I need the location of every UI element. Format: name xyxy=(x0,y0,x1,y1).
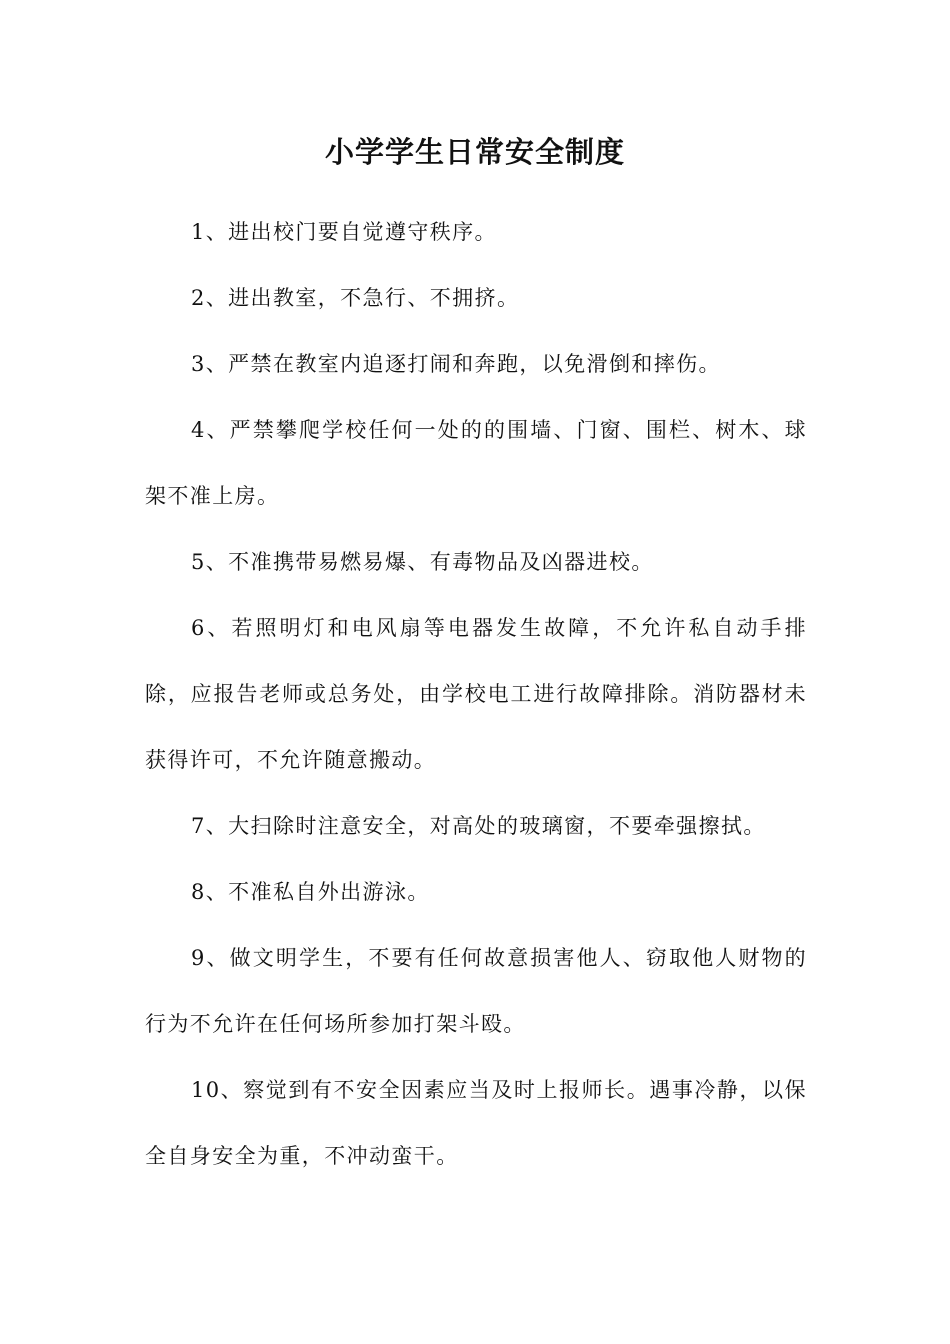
document-body xyxy=(145,199,807,1189)
rule-paragraph-4: 4、严禁攀爬学校任何一处的的围墙、门窗、围栏、树木、球架不准上房。 xyxy=(145,418,807,508)
rule-paragraph-1: 1、进出校门要自觉遵守秩序。 xyxy=(191,220,497,244)
rule-paragraph-9: 9、做文明学生，不要有任何故意损害他人、窃取他人财物的行为不允许在任何场所参加打架斗殴。 xyxy=(145,946,807,1036)
rule-paragraph-6: 6、若照明灯和电风扇等电器发生故障，不允许私自动手排除，应报告老师或总务处，由学校电工进行故障排除。消防器材未获得许可，不允许随意搬动。 xyxy=(145,616,807,772)
rule-paragraph-3: 3、严禁在教室内追逐打闹和奔跑，以免滑倒和摔伤。 xyxy=(191,352,721,376)
rule-paragraph-8: 8、不准私自外出游泳。 xyxy=(191,880,430,904)
rule-paragraph-10: 10、察觉到有不安全因素应当及时上报师长。遇事冷静，以保全自身安全为重，不冲动蛮干。 xyxy=(145,1078,807,1168)
rule-paragraph-2: 2、进出教室，不急行、不拥挤。 xyxy=(191,286,520,310)
rule-paragraph-5: 5、不准携带易燃易爆、有毒物品及凶器进校。 xyxy=(191,550,654,574)
document-title: 小学学生日常安全制度 xyxy=(324,135,625,169)
rule-paragraph-7: 7、大扫除时注意安全，对高处的玻璃窗，不要牵强擦拭。 xyxy=(191,814,766,838)
